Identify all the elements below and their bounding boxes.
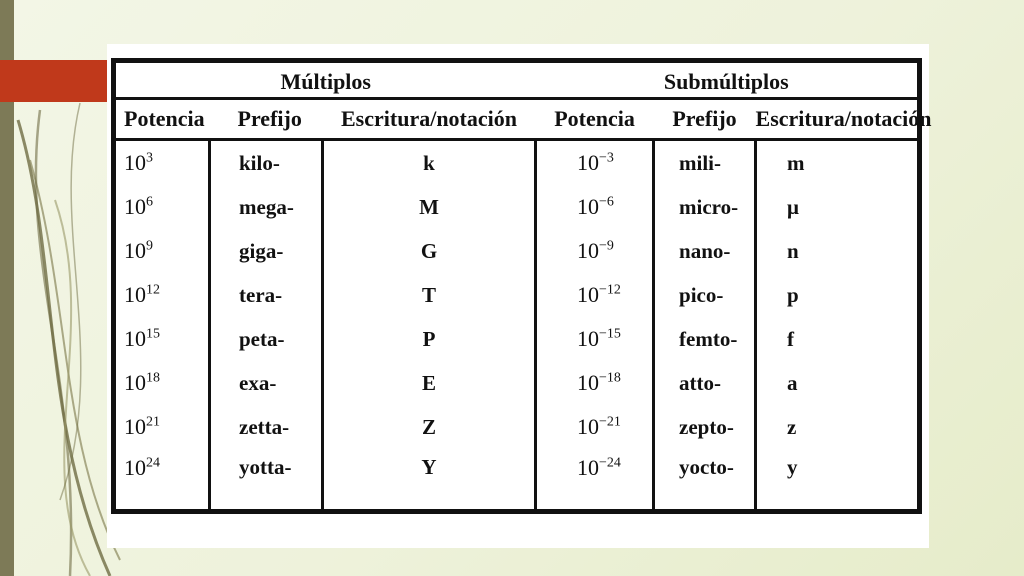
sub-power-cell xyxy=(536,229,654,273)
power-exponent: 6 xyxy=(146,194,153,210)
table-row xyxy=(114,449,920,512)
table-row xyxy=(114,405,920,449)
power-base: 10 xyxy=(124,194,146,219)
sub-power-base: 10 xyxy=(577,150,600,175)
sub-power-cell xyxy=(536,361,654,405)
prefix-cell: tera- xyxy=(210,273,323,317)
sub-symbol-cell: a xyxy=(756,361,920,405)
submultiples-heading: Submúltiplos xyxy=(536,61,920,99)
sub-prefix-cell: pico- xyxy=(654,273,756,317)
si-prefix-table xyxy=(111,58,932,514)
power-cell xyxy=(114,140,210,186)
table-row xyxy=(114,273,920,317)
power-exponent: 12 xyxy=(146,282,160,298)
power-exponent: 21 xyxy=(146,414,160,430)
sub-symbol-cell: m xyxy=(756,140,920,186)
sub-power-base: 10 xyxy=(577,238,600,263)
symbol-cell: P xyxy=(323,317,536,361)
power-cell xyxy=(114,405,210,449)
table-panel xyxy=(107,44,932,548)
prefix-cell: kilo- xyxy=(210,140,323,186)
sub-prefix-cell: atto- xyxy=(654,361,756,405)
power-cell xyxy=(114,273,210,317)
power-base: 10 xyxy=(124,150,146,175)
header-escritura-sub: Escritura/notación xyxy=(756,99,920,140)
sub-power-base: 10 xyxy=(577,282,600,307)
prefix-cell: peta- xyxy=(210,317,323,361)
power-cell xyxy=(114,361,210,405)
sub-power-exponent: −6 xyxy=(599,194,614,210)
table-row xyxy=(114,361,920,405)
power-exponent: 3 xyxy=(146,150,153,166)
header-prefijo-sub: Prefijo xyxy=(654,99,756,140)
sub-power-cell xyxy=(536,405,654,449)
sub-power-base: 10 xyxy=(577,326,600,351)
sub-power-base: 10 xyxy=(577,455,600,480)
power-exponent: 15 xyxy=(146,326,160,342)
sub-prefix-cell: nano- xyxy=(654,229,756,273)
sub-symbol-cell: p xyxy=(756,273,920,317)
table-row xyxy=(114,140,920,186)
power-exponent: 24 xyxy=(146,455,160,471)
power-cell xyxy=(114,229,210,273)
prefix-cell: mega- xyxy=(210,185,323,229)
sub-power-cell xyxy=(536,273,654,317)
multiples-heading: Múltiplos xyxy=(114,61,536,99)
prefix-cell: zetta- xyxy=(210,405,323,449)
sub-prefix-cell: mili- xyxy=(654,140,756,186)
power-cell xyxy=(114,185,210,229)
sub-symbol-cell: f xyxy=(756,317,920,361)
symbol-cell: T xyxy=(323,273,536,317)
power-exponent: 9 xyxy=(146,238,153,254)
symbol-cell: M xyxy=(323,185,536,229)
sub-prefix-cell: femto- xyxy=(654,317,756,361)
header-prefijo: Prefijo xyxy=(210,99,323,140)
power-base: 10 xyxy=(124,326,146,351)
symbol-cell: G xyxy=(323,229,536,273)
sub-power-base: 10 xyxy=(577,370,600,395)
symbol-cell: E xyxy=(323,361,536,405)
sub-power-exponent: −21 xyxy=(599,414,621,430)
sub-power-cell xyxy=(536,140,654,186)
symbol-cell: k xyxy=(323,140,536,186)
symbol-cell: Z xyxy=(323,405,536,449)
power-base: 10 xyxy=(124,282,146,307)
sub-symbol-cell: μ xyxy=(756,185,920,229)
sub-power-cell xyxy=(536,317,654,361)
accent-block xyxy=(0,60,108,102)
header-potencia: Potencia xyxy=(114,99,210,140)
sub-symbol-cell: y xyxy=(756,449,920,512)
header-escritura: Escritura/notación xyxy=(323,99,536,140)
sub-power-base: 10 xyxy=(577,194,600,219)
table-row xyxy=(114,185,920,229)
sub-prefix-cell: zepto- xyxy=(654,405,756,449)
power-base: 10 xyxy=(124,455,146,480)
power-base: 10 xyxy=(124,370,146,395)
prefix-cell: yotta- xyxy=(210,449,323,512)
sub-power-exponent: −18 xyxy=(599,370,621,386)
sub-power-cell xyxy=(536,185,654,229)
sub-prefix-cell: yocto- xyxy=(654,449,756,512)
table-row xyxy=(114,317,920,361)
power-base: 10 xyxy=(124,238,146,263)
power-base: 10 xyxy=(124,414,146,439)
sub-power-exponent: −3 xyxy=(599,150,614,166)
header-potencia-sub: Potencia xyxy=(536,99,654,140)
table-row xyxy=(114,229,920,273)
sub-power-exponent: −9 xyxy=(599,238,614,254)
sub-prefix-cell: micro- xyxy=(654,185,756,229)
power-cell xyxy=(114,317,210,361)
symbol-cell: Y xyxy=(323,449,536,512)
sub-power-exponent: −15 xyxy=(599,326,621,342)
sub-power-exponent: −12 xyxy=(599,282,621,298)
sub-power-exponent: −24 xyxy=(599,455,621,471)
prefix-cell: giga- xyxy=(210,229,323,273)
power-exponent: 18 xyxy=(146,370,160,386)
prefix-cell: exa- xyxy=(210,361,323,405)
sub-symbol-cell: z xyxy=(756,405,920,449)
sub-power-base: 10 xyxy=(577,414,600,439)
sub-symbol-cell: n xyxy=(756,229,920,273)
power-cell xyxy=(114,449,210,512)
sub-power-cell xyxy=(536,449,654,512)
